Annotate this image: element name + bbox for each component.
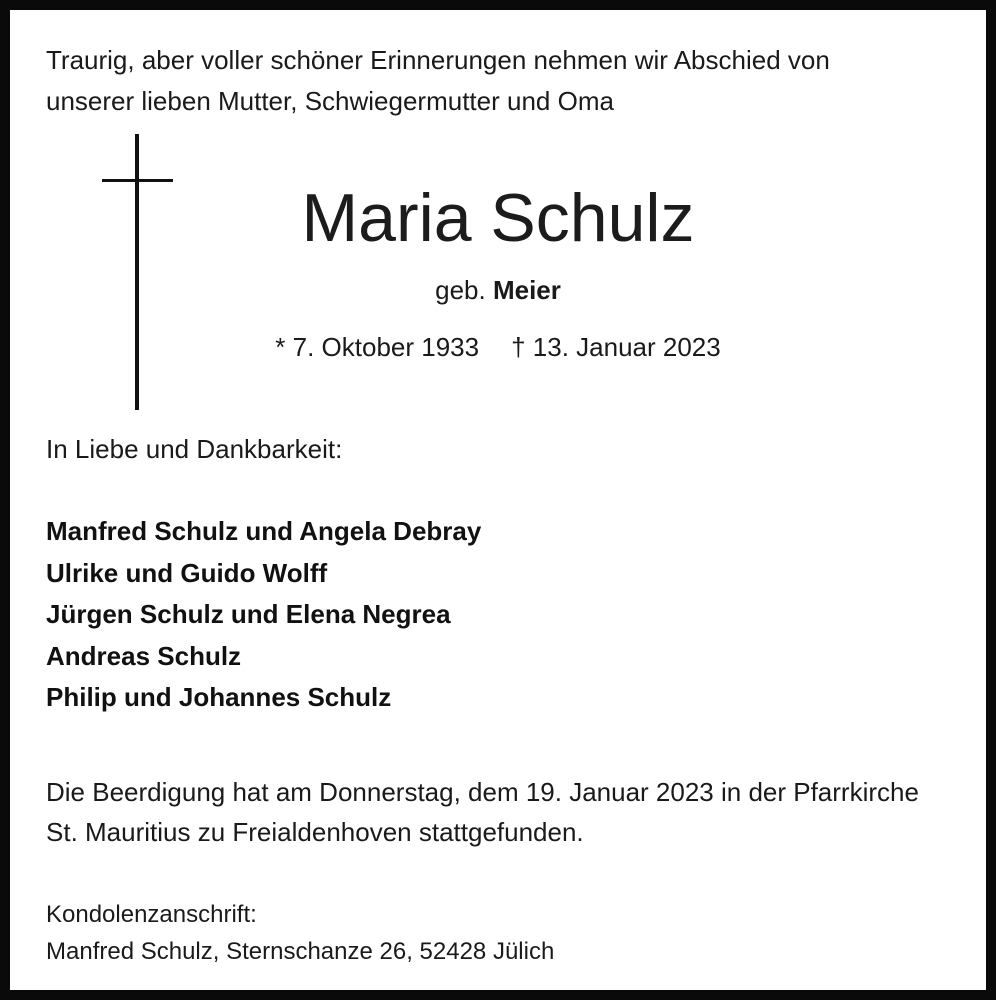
condolence-address-line: Manfred Schulz, Sternschanze 26, 52428 Jülich — [46, 938, 555, 965]
maiden-surname: Meier — [492, 275, 561, 305]
burial-line-2: St. Mauritius zu Freialdenhoven stattgefunden. — [46, 817, 584, 847]
family-list — [46, 511, 481, 719]
intro-line-1: Traurig, aber voller schöner Erinnerungen nehmen wir Abschied von — [46, 45, 830, 75]
intro-line-2: unserer lieben Mutter, Schwiegermutter und Oma — [46, 86, 614, 116]
burial-line-1: Die Beerdigung hat am Donnerstag, dem 19. Januar 2023 in der Pfarrkirche — [46, 777, 919, 807]
death-date: † 13. Januar 2023 — [511, 332, 721, 362]
burial-info — [46, 772, 919, 852]
maiden-name — [10, 274, 986, 306]
love-line: In Liebe und Dankbarkeit: — [46, 434, 343, 464]
family-member: Ulrike und Guido Wolff — [46, 557, 328, 588]
family-member: Jürgen Schulz und Elena Negrea — [46, 599, 451, 629]
intro-text — [46, 40, 830, 122]
deceased-name: Maria Schulz — [301, 180, 695, 256]
birth-date: * 7. Oktober 1933 — [275, 332, 480, 362]
condolence-address — [46, 896, 554, 970]
life-dates — [10, 330, 986, 364]
family-member: Philip und Johannes Schulz — [46, 682, 392, 712]
maiden-prefix: geb. — [435, 275, 486, 305]
cross-vertical-bar — [135, 134, 139, 410]
family-member: Andreas Schulz — [46, 640, 242, 671]
condolence-label: Kondolenzanschrift: — [46, 901, 257, 928]
family-member: Manfred Schulz und Angela Debray — [46, 516, 482, 546]
